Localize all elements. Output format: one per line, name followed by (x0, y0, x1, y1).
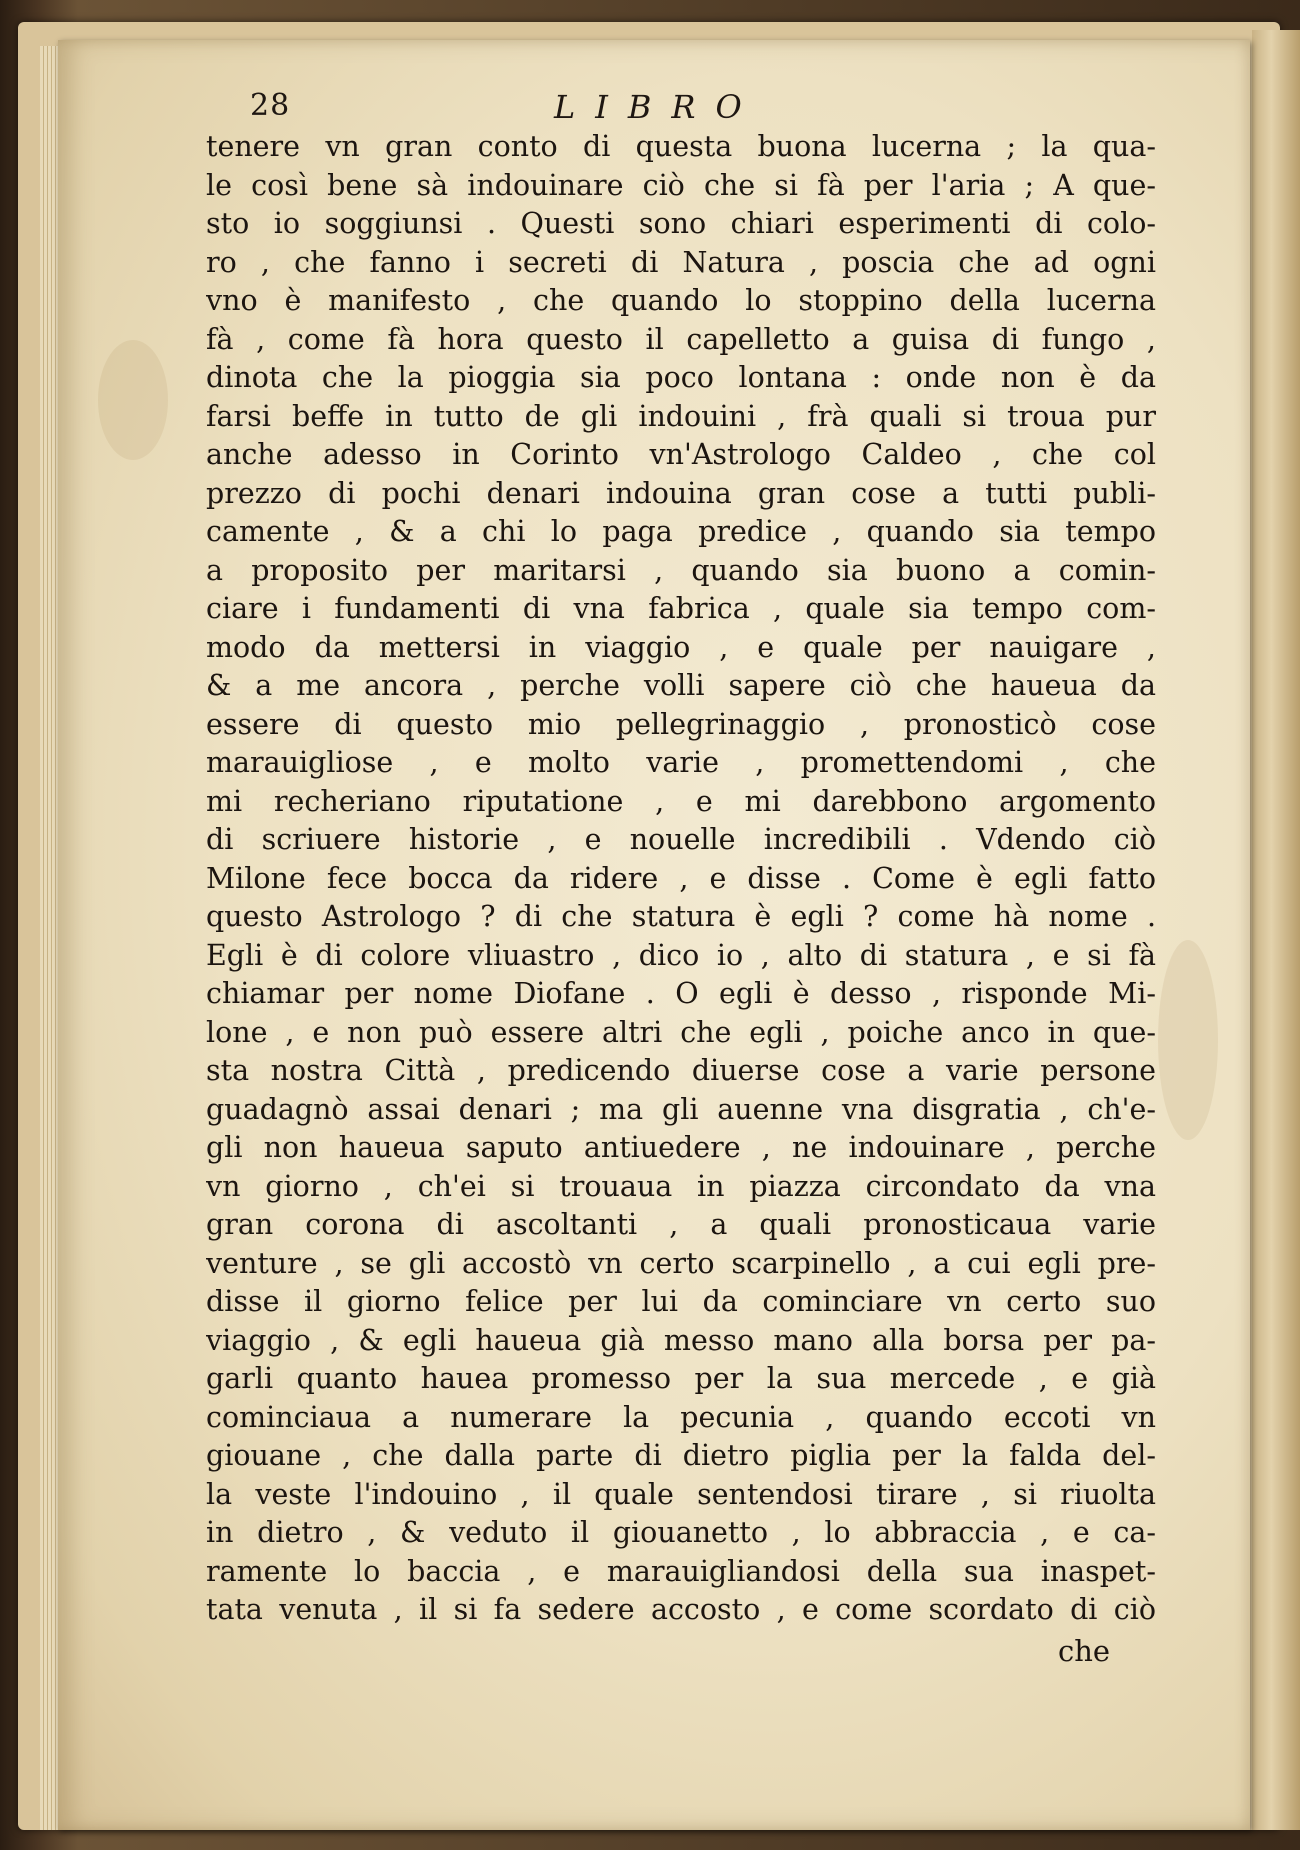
body-text (206, 128, 1156, 1630)
facing-page-edge (1252, 30, 1300, 1830)
page-stack-edges (40, 46, 58, 1830)
text-line: tata venuta , il si fa sedere accosto , e come scordato di ciò (206, 1593, 1156, 1626)
text-line: farsi beffe in tutto de gli indouini , frà quali si troua pur (206, 399, 1156, 433)
text-line: marauigliose , e molto varie , promettendomi , che (206, 746, 1156, 779)
text-line: cominciaua a numerare la pecunia , quando eccoti vn (206, 1400, 1156, 1434)
text-line: disse il giorno felice per lui da cominciare vn certo suo (206, 1285, 1156, 1318)
text-line: Milone fece bocca da ridere , e disse . Come è egli fatto (206, 861, 1156, 895)
running-head: LIBRO (554, 88, 762, 126)
text-line: questo Astrologo ? di che statura è egli ? come hà nome . (206, 900, 1156, 933)
text-line: sta nostra Città , predicendo diuerse cose a varie persone (206, 1054, 1156, 1087)
text-line: dinota che la pioggia sia poco lontana : onde non è da (206, 361, 1156, 394)
text-line: viaggio , & egli haueua già messo mano alla borsa per pa- (206, 1323, 1156, 1357)
text-line: vn giorno , ch'ei si trouaua in piazza circondato da vna (206, 1169, 1156, 1203)
text-line: sto io soggiunsi . Questi sono chiari esperimenti di colo- (206, 207, 1156, 240)
text-line: gran corona di ascoltanti , a quali pronosticaua varie (206, 1208, 1156, 1241)
text-line: Egli è di colore vliuastro , dico io , alto di statura , e si fà (206, 938, 1156, 972)
text-line: anche adesso in Corinto vn'Astrologo Caldeo , che col (206, 438, 1156, 471)
text-line: ro , che fanno i secreti di Natura , poscia che ad ogni (206, 245, 1156, 279)
text-line: gli non haueua saputo antiuedere , ne indouinare , perche (206, 1131, 1156, 1164)
text-line: guadagnò assai denari ; ma gli auenne vna disgratia , ch'e- (206, 1092, 1156, 1126)
foxing-stain (1158, 940, 1218, 1140)
catchword: che (1058, 1634, 1111, 1668)
text-line: ramente lo baccia , e marauigliandosi della sua inaspet- (206, 1554, 1156, 1588)
text-line: garli quanto hauea promesso per la sua mercede , e già (206, 1362, 1156, 1395)
text-line: mi recheriano riputatione , e mi darebbono argomento (206, 784, 1156, 818)
text-line: giouane , che dalla parte di dietro piglia per la falda del- (206, 1439, 1156, 1472)
text-line: fà , come fà hora questo il capelletto a guisa di fungo , (206, 322, 1156, 356)
text-line: camente , & a chi lo paga predice , quando sia tempo (206, 515, 1156, 548)
text-line: venture , se gli accostò vn certo scarpinello , a cui egli pre- (206, 1246, 1156, 1280)
page-number: 28 (250, 88, 291, 123)
text-line: vno è manifesto , che quando lo stoppino della lucerna (206, 284, 1156, 317)
page-header (250, 88, 810, 132)
text-line: prezzo di pochi denari indouina gran cose a tutti publi- (206, 476, 1156, 510)
text-line: a proposito per maritarsi , quando sia buono a comin- (206, 553, 1156, 587)
text-line: essere di questo mio pellegrinaggio , pronosticò cose (206, 707, 1156, 741)
text-line: chiamar per nome Diofane . O egli è desso , risponde Mi- (206, 977, 1156, 1010)
text-line: & a me ancora , perche volli sapere ciò che haueua da (206, 669, 1156, 702)
foxing-stain (98, 340, 168, 460)
text-line: lone , e non può essere altri che egli , poiche anco in que- (206, 1015, 1156, 1049)
text-line: tenere vn gran conto di questa buona lucerna ; la qua- (206, 130, 1156, 163)
text-line: ciare i fundamenti di vna fabrica , quale sia tempo com- (206, 592, 1156, 625)
text-line: in dietro , & veduto il giouanetto , lo abbraccia , e ca- (206, 1516, 1156, 1549)
text-line: di scriuere historie , e nouelle incredibili . Vdendo ciò (206, 823, 1156, 856)
text-line: modo da mettersi in viaggio , e quale per nauigare , (206, 630, 1156, 664)
text-line: le così bene sà indouinare ciò che si fà per l'aria ; A que- (206, 168, 1156, 202)
text-line: la veste l'indouino , il quale sentendosi tirare , si riuolta (206, 1477, 1156, 1511)
